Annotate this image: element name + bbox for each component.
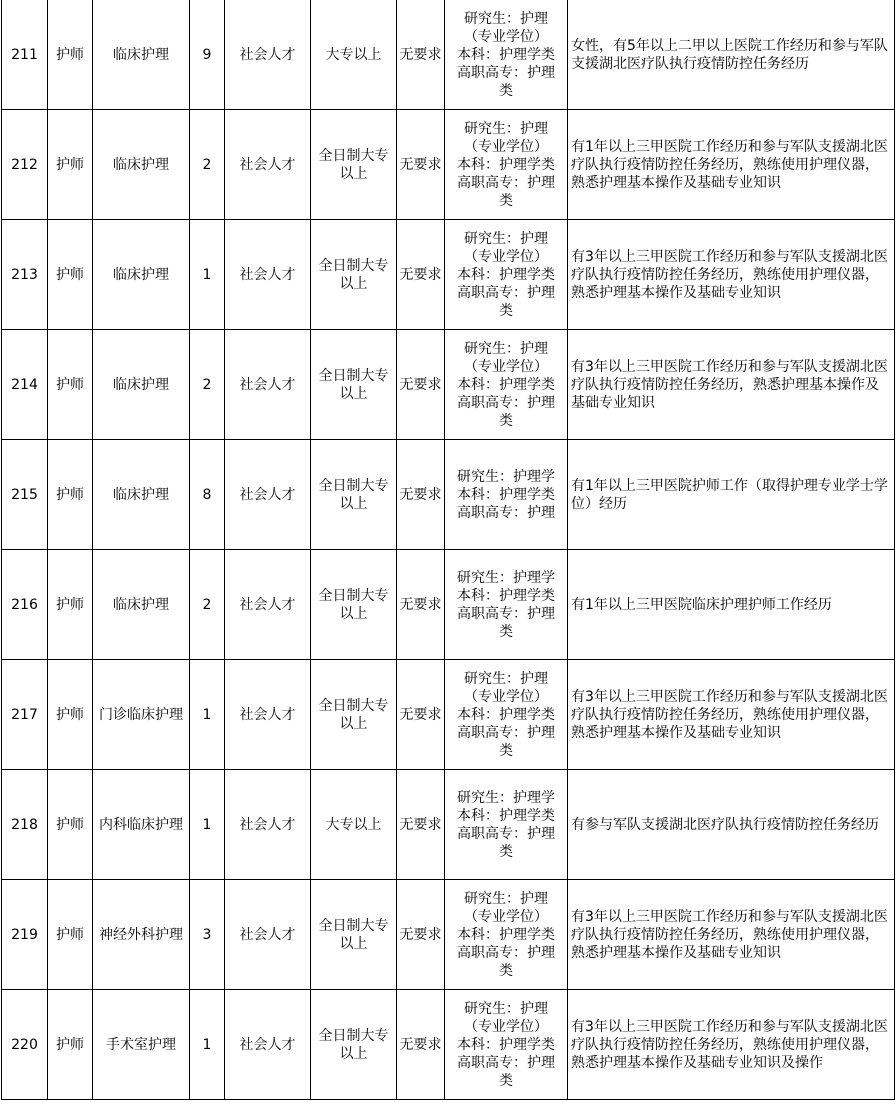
major-line: 高职高专：护理 (457, 944, 555, 961)
post-title-cell: 护师 (48, 220, 93, 330)
headcount-cell: 1 (190, 990, 225, 1100)
education-cell: 全日制大专以上 (311, 110, 397, 220)
major-line: 本科：护理学类 (457, 46, 555, 63)
table-row (2, 220, 895, 330)
education-cell: 全日制大专以上 (311, 660, 397, 770)
requirement-cell: 女性，有5年以上二甲以上医院工作经历和参与军队支援湖北医疗队执行疫情防控任务经历 (568, 0, 895, 110)
headcount-cell: 9 (190, 0, 225, 110)
education-cell: 全日制大专以上 (311, 330, 397, 440)
requirement-cell: 有1年以上三甲医院工作经历和参与军队支援湖北医疗队执行疫情防控任务经历，熟练使用护理仪器，熟悉护理基本操作及基础专业知识 (568, 110, 895, 220)
major-line: 研究生：护理 (464, 120, 548, 137)
education-cell: 全日制大专以上 (311, 550, 397, 660)
major-line: （专业学位） (464, 1018, 548, 1035)
major-line: 高职高专：护理 (457, 504, 555, 521)
degree-cell: 无要求 (397, 880, 445, 990)
degree-cell: 无要求 (397, 660, 445, 770)
major-line: 研究生：护理学 (457, 789, 555, 806)
headcount-cell: 2 (190, 110, 225, 220)
candidate-source-cell: 社会人才 (225, 770, 311, 880)
major-line: 本科：护理学类 (457, 376, 555, 393)
education-cell: 全日制大专以上 (311, 990, 397, 1100)
position-number-cell: 215 (2, 440, 48, 550)
major-line: 类 (499, 962, 513, 979)
major-line: 高职高专：护理 (457, 825, 555, 842)
post-title-cell: 护师 (48, 440, 93, 550)
post-title-cell: 护师 (48, 330, 93, 440)
department-cell: 神经外科护理 (93, 880, 190, 990)
position-number-cell: 211 (2, 0, 48, 110)
table-row (2, 440, 895, 550)
headcount-cell: 8 (190, 440, 225, 550)
position-number-cell: 214 (2, 330, 48, 440)
position-number-cell: 213 (2, 220, 48, 330)
major-line: 本科：护理学类 (457, 156, 555, 173)
table-row (2, 770, 895, 880)
post-title-cell: 护师 (48, 110, 93, 220)
major-cell (445, 110, 568, 220)
major-line: 高职高专：护理 (457, 174, 555, 191)
degree-cell: 无要求 (397, 550, 445, 660)
table-row (2, 110, 895, 220)
major-cell (445, 880, 568, 990)
major-line: 高职高专：护理 (457, 64, 555, 81)
major-line: 本科：护理学类 (457, 587, 555, 604)
post-title-cell: 护师 (48, 990, 93, 1100)
major-line: 研究生：护理 (464, 340, 548, 357)
major-line: 类 (499, 742, 513, 759)
major-line: 高职高专：护理 (457, 1054, 555, 1071)
candidate-source-cell: 社会人才 (225, 220, 311, 330)
position-number-cell: 218 (2, 770, 48, 880)
major-line: 研究生：护理学 (457, 468, 555, 485)
education-cell: 全日制大专以上 (311, 220, 397, 330)
major-line: （专业学位） (464, 358, 548, 375)
table-row (2, 550, 895, 660)
major-line: 类 (499, 1072, 513, 1089)
department-cell: 手术室护理 (93, 990, 190, 1100)
degree-cell: 无要求 (397, 220, 445, 330)
table-row (2, 880, 895, 990)
major-line: 本科：护理学类 (457, 926, 555, 943)
requirement-cell: 有3年以上三甲医院工作经历和参与军队支援湖北医疗队执行疫情防控任务经历，熟练使用护理仪器，熟悉护理基本操作及基础专业知识 (568, 880, 895, 990)
degree-cell: 无要求 (397, 440, 445, 550)
headcount-cell: 1 (190, 220, 225, 330)
major-line: 本科：护理学类 (457, 706, 555, 723)
major-line: （专业学位） (464, 138, 548, 155)
major-line: 高职高专：护理 (457, 724, 555, 741)
requirement-cell: 有3年以上三甲医院工作经历和参与军队支援湖北医疗队执行疫情防控任务经历，熟练使用护理仪器，熟悉护理基本操作及基础专业知识及操作 (568, 990, 895, 1100)
major-cell (445, 220, 568, 330)
recruitment-table (1, 0, 895, 1100)
major-line: 研究生：护理 (464, 230, 548, 247)
headcount-cell: 3 (190, 880, 225, 990)
major-line: 本科：护理学类 (457, 807, 555, 824)
education-cell: 全日制大专以上 (311, 880, 397, 990)
degree-cell: 无要求 (397, 330, 445, 440)
candidate-source-cell: 社会人才 (225, 110, 311, 220)
major-line: 类 (499, 412, 513, 429)
major-line: 本科：护理学类 (457, 1036, 555, 1053)
department-cell: 临床护理 (93, 0, 190, 110)
table-body (2, 0, 895, 1100)
candidate-source-cell: 社会人才 (225, 0, 311, 110)
major-cell (445, 0, 568, 110)
major-line: 类 (499, 623, 513, 640)
major-line: 研究生：护理 (464, 1000, 548, 1017)
major-cell (445, 990, 568, 1100)
position-number-cell: 212 (2, 110, 48, 220)
position-number-cell: 220 (2, 990, 48, 1100)
major-line: （专业学位） (464, 688, 548, 705)
major-line: 类 (499, 82, 513, 99)
major-line: 高职高专：护理 (457, 605, 555, 622)
department-cell: 门诊临床护理 (93, 660, 190, 770)
major-line: （专业学位） (464, 248, 548, 265)
department-cell: 临床护理 (93, 220, 190, 330)
major-cell (445, 330, 568, 440)
department-cell: 临床护理 (93, 550, 190, 660)
headcount-cell: 1 (190, 660, 225, 770)
requirement-cell: 有3年以上三甲医院工作经历和参与军队支援湖北医疗队执行疫情防控任务经历，熟悉护理基本操作及基础专业知识 (568, 330, 895, 440)
candidate-source-cell: 社会人才 (225, 660, 311, 770)
major-line: 类 (499, 302, 513, 319)
major-line: 本科：护理学类 (457, 486, 555, 503)
requirement-cell: 有3年以上三甲医院工作经历和参与军队支援湖北医疗队执行疫情防控任务经历，熟练使用护理仪器，熟悉护理基本操作及基础专业知识 (568, 220, 895, 330)
candidate-source-cell: 社会人才 (225, 440, 311, 550)
post-title-cell: 护师 (48, 770, 93, 880)
department-cell: 临床护理 (93, 330, 190, 440)
table-row (2, 330, 895, 440)
major-line: 类 (499, 843, 513, 860)
position-number-cell: 217 (2, 660, 48, 770)
position-number-cell: 219 (2, 880, 48, 990)
candidate-source-cell: 社会人才 (225, 990, 311, 1100)
post-title-cell: 护师 (48, 550, 93, 660)
table-row (2, 660, 895, 770)
post-title-cell: 护师 (48, 880, 93, 990)
major-cell (445, 440, 568, 550)
major-line: 类 (499, 192, 513, 209)
candidate-source-cell: 社会人才 (225, 330, 311, 440)
education-cell: 全日制大专以上 (311, 440, 397, 550)
major-cell (445, 660, 568, 770)
requirement-cell: 有参与军队支援湖北医疗队执行疫情防控任务经历 (568, 770, 895, 880)
table-row (2, 0, 895, 110)
requirement-cell: 有3年以上三甲医院工作经历和参与军队支援湖北医疗队执行疫情防控任务经历，熟练使用护理仪器，熟悉护理基本操作及基础专业知识 (568, 660, 895, 770)
degree-cell: 无要求 (397, 110, 445, 220)
headcount-cell: 1 (190, 770, 225, 880)
department-cell: 内科临床护理 (93, 770, 190, 880)
major-cell (445, 550, 568, 660)
major-line: （专业学位） (464, 28, 548, 45)
education-cell: 大专以上 (311, 0, 397, 110)
headcount-cell: 2 (190, 330, 225, 440)
major-line: 高职高专：护理 (457, 394, 555, 411)
candidate-source-cell: 社会人才 (225, 550, 311, 660)
degree-cell: 无要求 (397, 770, 445, 880)
candidate-source-cell: 社会人才 (225, 880, 311, 990)
post-title-cell: 护师 (48, 660, 93, 770)
major-line: 研究生：护理 (464, 10, 548, 27)
department-cell: 临床护理 (93, 440, 190, 550)
major-line: （专业学位） (464, 908, 548, 925)
major-line: 研究生：护理学 (457, 569, 555, 586)
requirement-cell: 有1年以上三甲医院护师工作（取得护理专业学士学位）经历 (568, 440, 895, 550)
education-cell: 大专以上 (311, 770, 397, 880)
major-line: 高职高专：护理 (457, 284, 555, 301)
headcount-cell: 2 (190, 550, 225, 660)
position-number-cell: 216 (2, 550, 48, 660)
requirement-cell: 有1年以上三甲医院临床护理护师工作经历 (568, 550, 895, 660)
major-line: 研究生：护理 (464, 670, 548, 687)
degree-cell: 无要求 (397, 990, 445, 1100)
table-row (2, 990, 895, 1100)
degree-cell: 无要求 (397, 0, 445, 110)
major-cell (445, 770, 568, 880)
department-cell: 临床护理 (93, 110, 190, 220)
major-line: 本科：护理学类 (457, 266, 555, 283)
post-title-cell: 护师 (48, 0, 93, 110)
major-line: 研究生：护理 (464, 890, 548, 907)
